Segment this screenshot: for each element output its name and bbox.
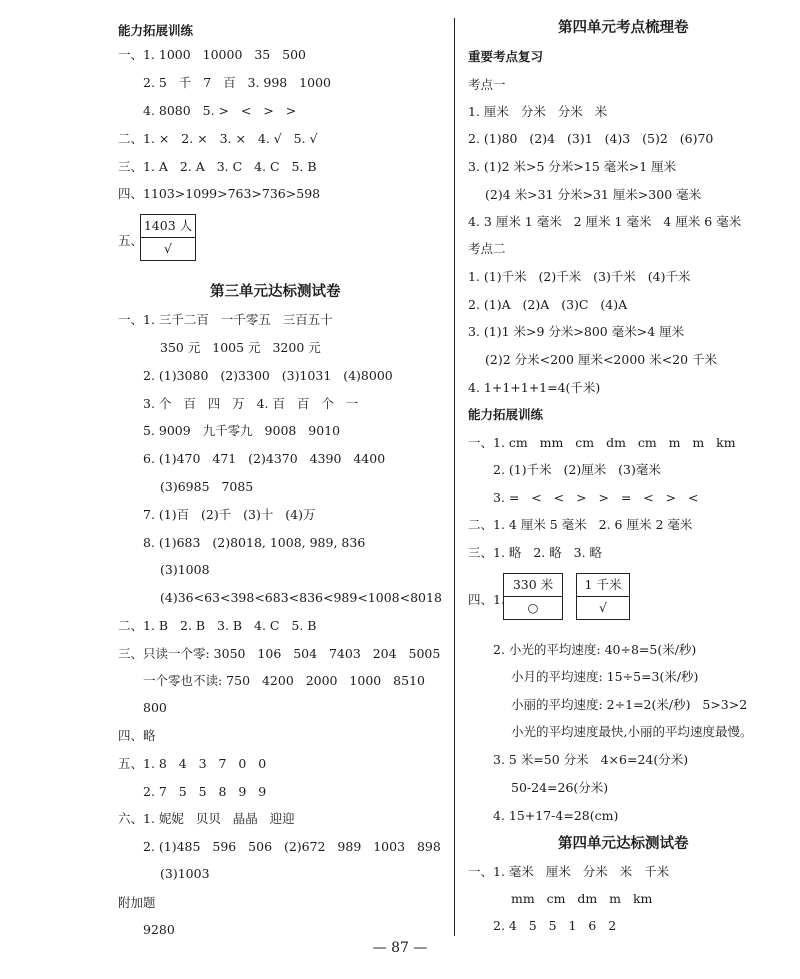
answer-line: mm cm dm m km [511, 891, 653, 906]
answer-line: 小丽的平均速度: 2÷1=2(米/秒) 5>3>2 [511, 697, 748, 712]
answer-line: (4)36<63<398<683<836<989<1008<8018 [160, 590, 442, 605]
answer-line: 二、1. × 2. × 3. × 4. √ 5. √ [118, 131, 318, 146]
answer-table-right-1 [503, 573, 563, 620]
table-cell-bottom: ○ [527, 600, 539, 615]
answer-line: (3)1003 [160, 866, 210, 881]
answer-line: 2. 7 5 5 8 9 9 [143, 784, 267, 799]
table-cell-top: 330 米 [504, 574, 562, 597]
answer-line: 五、 [118, 233, 144, 248]
answer-table-right-2 [576, 573, 630, 620]
answer-line: 3. (1)1 米>9 分米>800 毫米>4 厘米 [468, 324, 685, 339]
section-title: 第四单元考点梳理卷 [558, 20, 689, 36]
answer-line: 一个零也不读: 750 4200 2000 1000 8510 [143, 673, 425, 688]
table-cell-bottom: √ [599, 600, 607, 615]
answer-line: 五、1. 8 4 3 7 0 0 [118, 756, 267, 771]
answer-line: 2. (1)3080 (2)3300 (3)1031 (4)8000 [143, 368, 393, 383]
answer-line: (3)6985 7085 [160, 479, 254, 494]
answer-line: 三、1. 略 2. 略 3. 略 [468, 545, 603, 560]
answer-line: 小月的平均速度: 15÷5=3(米/秒) [511, 669, 699, 684]
answer-line: 800 [143, 700, 167, 715]
answer-line: 四、1. [468, 592, 505, 607]
answer-table-left [140, 214, 196, 261]
answer-line: 一、1. 1000 10000 35 500 [118, 47, 307, 62]
answer-line: 3. (1)2 米>5 分米>15 毫米>1 厘米 [468, 159, 677, 174]
answer-line: 2. 4 5 5 1 6 2 [493, 918, 617, 933]
section-title: 第三单元达标测试卷 [210, 284, 341, 300]
subsection-title: 能力拓展训练 [118, 23, 194, 38]
answer-line: 3. = < < > > = < > < [493, 490, 699, 505]
column-divider [454, 18, 455, 936]
answer-line: (3)1008 [160, 562, 210, 577]
answer-line: (2)4 米>31 分米>31 厘米>300 毫米 [485, 187, 702, 202]
answer-line: 小光的平均速度最快,小丽的平均速度最慢。 [511, 724, 753, 739]
subsection-title: 重要考点复习 [468, 49, 544, 64]
answer-line: 3. 个 百 四 万 4. 百 百 个 一 [143, 396, 359, 411]
answer-line: (2)2 分米<200 厘米<2000 米<20 千米 [485, 352, 718, 367]
answer-line: 三、1. A 2. A 3. C 4. C 5. B [118, 159, 317, 174]
answer-line: 5. 9009 九千零九 9008 9010 [143, 423, 341, 438]
answer-line: 2. 小光的平均速度: 40÷8=5(米/秒) [493, 642, 697, 657]
answer-line: 一、1. 毫米 厘米 分米 米 千米 [468, 864, 670, 879]
answer-line: 六、1. 妮妮 贝贝 晶晶 迎迎 [118, 811, 295, 826]
answer-line: 2. (1)A (2)A (3)C (4)A [468, 297, 628, 312]
answer-line: 一、1. cm mm cm dm cm m m km [468, 435, 736, 450]
answer-line: 2. 5 千 7 百 3. 998 1000 [143, 75, 331, 90]
answer-line: 4. 8080 5. > < > > [143, 103, 297, 118]
answer-line: 四、略 [118, 728, 156, 743]
answer-line: 4. 15+17-4=28(cm) [493, 808, 619, 823]
section-title: 第四单元达标测试卷 [558, 836, 689, 852]
answer-line: 1. 厘米 分米 分米 米 [468, 104, 608, 119]
page-number: — 87 — [372, 940, 428, 956]
answer-line: 2. (1)485 596 506 (2)672 989 1003 898 [143, 839, 441, 854]
answer-line: 考点一 [468, 77, 506, 92]
answer-line: 四、1103>1099>763>736>598 [118, 186, 321, 201]
answer-line: 6. (1)470 471 (2)4370 4390 4400 [143, 451, 386, 466]
answer-line: 1. (1)千米 (2)千米 (3)千米 (4)千米 [468, 269, 691, 284]
answer-line: 9280 [143, 922, 175, 937]
answer-line: 附加题 [118, 895, 156, 910]
answer-line: 二、1. B 2. B 3. B 4. C 5. B [118, 618, 317, 633]
answer-line: 2. (1)80 (2)4 (3)1 (4)3 (5)2 (6)70 [468, 131, 714, 146]
answer-line: 50-24=26(分米) [511, 780, 609, 795]
answer-line: 350 元 1005 元 3200 元 [160, 340, 321, 355]
answer-line: 7. (1)百 (2)千 (3)十 (4)万 [143, 507, 316, 522]
answer-line: 4. 3 厘米 1 毫米 2 厘米 1 毫米 4 厘米 6 毫米 [468, 214, 742, 229]
answer-line: 8. (1)683 (2)8018, 1008, 989, 836 [143, 535, 366, 550]
subsection-title: 能力拓展训练 [468, 407, 544, 422]
answer-line: 考点二 [468, 241, 506, 256]
table-cell-top: 1403 人 [141, 215, 195, 238]
answer-line: 三、只读一个零: 3050 106 504 7403 204 5005 [118, 646, 441, 661]
table-cell-top: 1 千米 [577, 574, 629, 597]
answer-line: 二、1. 4 厘米 5 毫米 2. 6 厘米 2 毫米 [468, 517, 693, 532]
answer-line: 2. (1)千米 (2)厘米 (3)毫米 [493, 462, 661, 477]
answer-line: 4. 1+1+1+1=4(千米) [468, 380, 601, 395]
answer-line: 3. 5 米=50 分米 4×6=24(分米) [493, 752, 689, 767]
answer-line: 一、1. 三千二百 一千零五 三百五十 [118, 312, 333, 327]
table-cell-bottom: √ [164, 241, 172, 256]
